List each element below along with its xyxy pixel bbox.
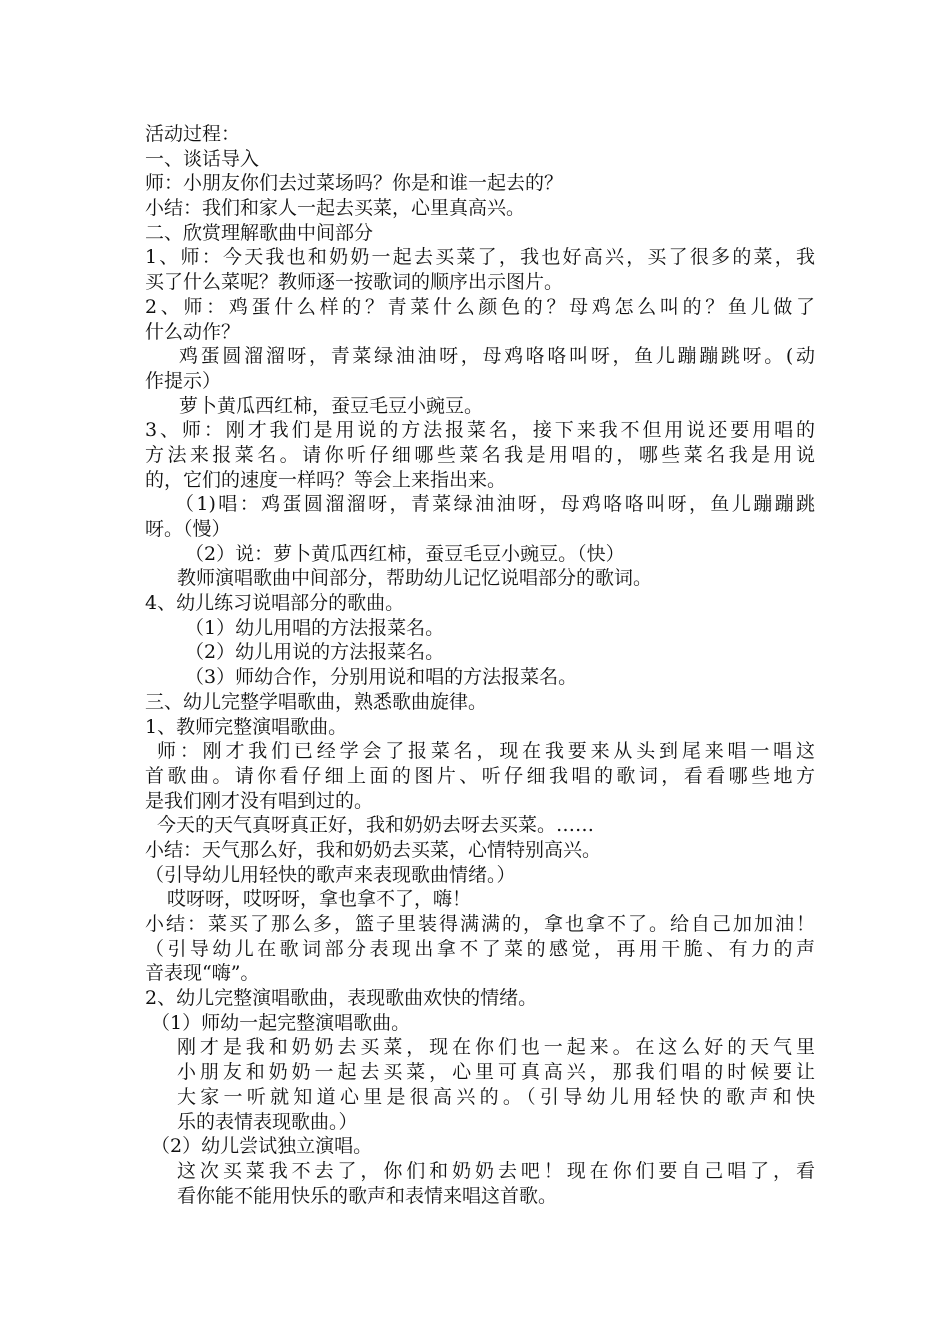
text-line: 买了什么菜呢？教师逐一按歌词的顺序出示图片。 xyxy=(145,271,564,294)
text-line: （1）幼儿用唱的方法报菜名。 xyxy=(185,616,445,639)
text-line: （1）师幼一起完整演唱歌曲。 xyxy=(151,1011,411,1034)
text-line: 的，它们的速度一样吗？等会上来指出来。 xyxy=(145,468,507,491)
text-line: 2、幼儿完整演唱歌曲，表现歌曲欢快的情绪。 xyxy=(145,987,538,1010)
text-line: 3、师：刚才我们是用说的方法报菜名，接下来我不但用说还要用唱的 xyxy=(145,419,815,442)
text-line: 是我们刚才没有唱到过的。 xyxy=(145,789,374,812)
text-line: （2）幼儿尝试独立演唱。 xyxy=(151,1135,373,1158)
text-line: 哎呀呀，哎呀呀，拿也拿不了，嗨！ xyxy=(167,888,472,911)
text-line: 鸡蛋圆溜溜呀，青菜绿油油呀，母鸡咯咯叫呀，鱼儿蹦蹦跳呀。(动 xyxy=(179,345,815,368)
text-line: 1、教师完整演唱歌曲。 xyxy=(145,715,348,738)
text-line: （1)唱：鸡蛋圆溜溜呀，青菜绿油油呀，母鸡咯咯叫呀，鱼儿蹦蹦跳 xyxy=(175,493,815,516)
text-line: 萝卜黄瓜西红柿，蚕豆毛豆小豌豆。 xyxy=(179,394,484,417)
text-line: 小结：天气那么好，我和奶奶去买菜，心情特别高兴。 xyxy=(145,838,602,861)
text-line: 小结：菜买了那么多，篮子里装得满满的，拿也拿不了。给自己加加油！ xyxy=(145,913,815,935)
section-heading: 二、欣赏理解歌曲中间部分 xyxy=(145,221,374,244)
text-line: 这次买菜我不去了，你们和奶奶去吧！现在你们要自己唱了，看 xyxy=(177,1159,815,1182)
text-line: 刚才是我和奶奶去买菜，现在你们也一起来。在这么好的天气里 xyxy=(177,1036,815,1059)
text-line: 小结：我们和家人一起去买菜，心里真高兴。 xyxy=(145,197,526,220)
section-heading: 三、幼儿完整学唱歌曲，熟悉歌曲旋律。 xyxy=(145,690,488,713)
text-line: 今天的天气真呀真正好，我和奶奶去呀去买菜。…… xyxy=(157,814,595,837)
text-line: 4、幼儿练习说唱部分的歌曲。 xyxy=(145,592,405,615)
text-line: 作提示） xyxy=(145,369,222,392)
text-line: （2）说：萝卜黄瓜西红柿，蚕豆毛豆小豌豆。（快） xyxy=(185,542,625,565)
text-line: 音表现“嗨”。 xyxy=(145,962,260,985)
section-heading: 一、谈话导入 xyxy=(145,147,260,170)
text-line: （引导幼儿在歌词部分表现出拿不了菜的感觉，再用干脆、有力的声 xyxy=(145,937,815,960)
document-body xyxy=(145,122,815,1208)
text-line: 呀。（慢） xyxy=(145,518,231,540)
text-line: （2）幼儿用说的方法报菜名。 xyxy=(185,641,445,664)
text-line: 小朋友和奶奶一起去买菜，心里可真高兴，那我们唱的时候要让 xyxy=(177,1061,815,1084)
text-line: 什么动作？ xyxy=(145,320,241,343)
text-line: 看你能不能用快乐的歌声和表情来唱这首歌。 xyxy=(177,1184,558,1207)
text-line: 师：小朋友你们去过菜场吗？你是和谁一起去的？ xyxy=(145,172,564,195)
text-line: 师：刚才我们已经学会了报菜名，现在我要来从头到尾来唱一唱这 xyxy=(157,740,815,763)
text-line: 教师演唱歌曲中间部分，帮助幼儿记忆说唱部分的歌词。 xyxy=(177,567,653,590)
text-line: （引导幼儿用轻快的歌声来表现歌曲情绪。） xyxy=(145,863,516,886)
text-line: 大家一听就知道心里是很高兴的。（引导幼儿用轻快的歌声和快 xyxy=(177,1085,815,1108)
text-line: 方法来报菜名。请你听仔细哪些菜名我是用唱的，哪些菜名我是用说 xyxy=(145,443,815,466)
text-line: 乐的表情表现歌曲。） xyxy=(177,1110,358,1133)
text-line: （3）师幼合作，分别用说和唱的方法报菜名。 xyxy=(185,666,578,689)
text-line: 1、师：今天我也和奶奶一起去买菜了，我也好高兴，买了很多的菜，我 xyxy=(145,246,815,269)
text-line: 2、师：鸡蛋什么样的？青菜什么颜色的？母鸡怎么叫的？鱼儿做了 xyxy=(145,295,815,318)
text-line: 活动过程： xyxy=(145,123,241,145)
text-line: 首歌曲。请你看仔细上面的图片、听仔细我唱的歌词，看看哪些地方 xyxy=(145,764,815,787)
